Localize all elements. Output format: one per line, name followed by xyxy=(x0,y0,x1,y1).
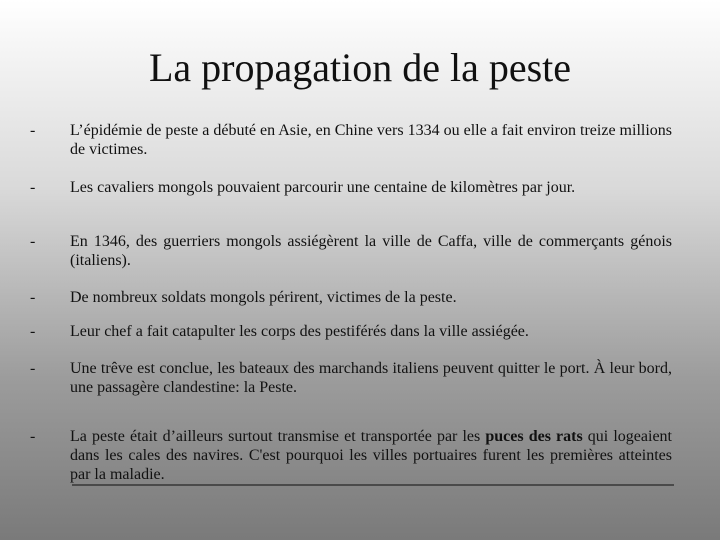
bullet-text xyxy=(70,427,672,484)
bullet-item xyxy=(30,178,680,197)
bullet-dash: - xyxy=(30,360,36,377)
bullet-item xyxy=(30,322,680,341)
bullet-bold-text: puces des rats xyxy=(485,428,583,445)
bullet-text-part: La peste était d’ailleurs surtout transmise et transportée par les xyxy=(70,428,486,445)
bullet-text: L’épidémie de peste a débuté en Asie, en Chine vers 1334 ou elle a fait environ treize millions de victimes. xyxy=(70,122,672,158)
bullet-item xyxy=(30,288,680,307)
bullet-dash: - xyxy=(30,428,36,445)
bullet-dash: - xyxy=(30,122,36,139)
bullet-text: De nombreux soldats mongols périrent, victimes de la peste. xyxy=(70,289,457,306)
bullet-item xyxy=(30,427,680,484)
bullet-dash: - xyxy=(30,289,36,306)
bullet-item xyxy=(30,232,680,270)
bullet-dash: - xyxy=(30,179,36,196)
bullet-item xyxy=(30,121,680,159)
bullet-text: Leur chef a fait catapulter les corps des pestiférés dans la ville assiégée. xyxy=(70,323,529,340)
bullet-text: Une trêve est conclue, les bateaux des marchands italiens peuvent quitter le port. À leur bord, une passagère clandestine: la Peste. xyxy=(70,360,672,396)
bullet-item xyxy=(30,359,680,397)
bullet-text: Les cavaliers mongols pouvaient parcourir une centaine de kilomètres par jour. xyxy=(70,179,576,196)
bullet-text: En 1346, des guerriers mongols assiégèrent la ville de Caffa, ville de commerçants génois (italiens). xyxy=(70,233,672,269)
bullet-dash: - xyxy=(30,233,36,250)
bullet-dash: - xyxy=(30,323,36,340)
text-underline-divider xyxy=(72,484,674,486)
bullet-text-part: qui logeaient dans les cales des navires. C'est pourquoi les villes portuaires furent les premières atteintes par la maladie. xyxy=(70,428,673,483)
slide-title: La propagation de la peste xyxy=(148,45,572,90)
